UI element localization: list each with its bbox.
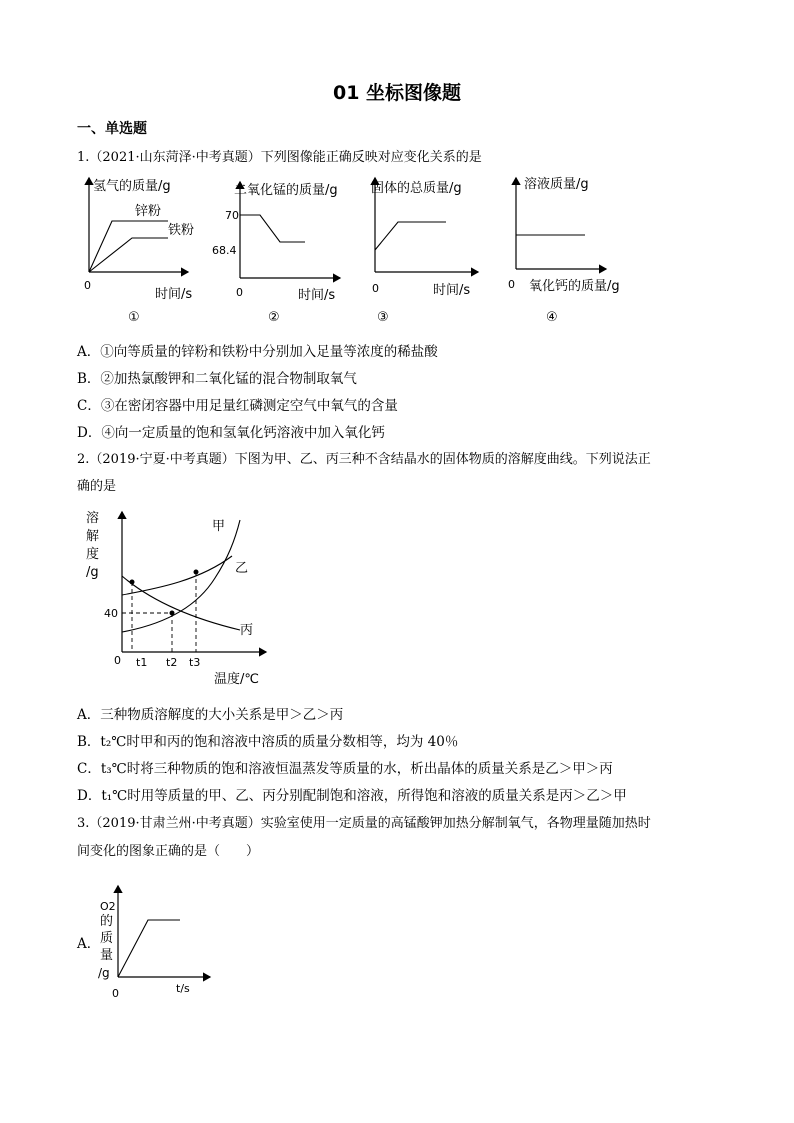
- question-2-stem-line-2: 确的是: [77, 479, 117, 494]
- x-tick-t3: t3: [189, 656, 201, 669]
- solubility-graph: [80, 500, 280, 690]
- curve-bing: [122, 576, 240, 630]
- point-t3: [194, 570, 199, 575]
- q2-option-c: C．t₃℃时将三种物质的饱和溶液恒温蒸发等质量的水，析出晶体的质量关系是乙＞甲＞丙: [77, 761, 613, 777]
- x-tick-t2: t2: [166, 656, 178, 669]
- label-jia: 甲: [212, 519, 226, 534]
- xlabel: t/s: [176, 982, 190, 995]
- graph-3-ylabel: 固体的总质量/g: [371, 181, 462, 196]
- ylabel-4: /g: [86, 565, 99, 580]
- graph-2-number: ②: [268, 310, 280, 325]
- q1-option-c: C．③在密闭容器中用足量红磷测定空气中氧气的含量: [77, 398, 398, 414]
- origin: 0: [114, 654, 121, 667]
- graph-1-number: ①: [128, 310, 140, 325]
- graph-4: [508, 176, 620, 325]
- graph-1-xlabel: 时间/s: [155, 287, 193, 302]
- graph-1-zinc-label: 锌粉: [135, 204, 162, 219]
- zinc-line: [89, 221, 168, 272]
- ylabel-de: 的: [100, 914, 114, 929]
- graph-1-iron-label: 铁粉: [168, 223, 195, 238]
- ylabel-1: 溶: [86, 511, 100, 526]
- q1-option-a: A．①向等质量的锌粉和铁粉中分别加入足量等浓度的稀盐酸: [77, 344, 438, 360]
- graph-2-ylabel: 二氧化锰的质量/g: [234, 183, 338, 198]
- graph-1-origin: 0: [84, 279, 91, 292]
- graph-2: [212, 182, 340, 325]
- graph-4-origin: 0: [508, 278, 515, 291]
- question-1-stem: 1.（2021·山东菏泽·中考真题）下列图像能正确反映对应变化关系的是: [77, 150, 482, 165]
- ylabel-3: 度: [86, 547, 100, 562]
- graph-4-ylabel: 溶液质量/g: [524, 177, 589, 192]
- curve-jia: [122, 520, 240, 632]
- graph-2-origin: 0: [236, 286, 243, 299]
- q3-option-a-letter: A．: [77, 936, 101, 952]
- question-2-stem-line-1: 2.（2019·宁夏·中考真题）下图为甲、乙、丙三种不含结晶水的固体物质的溶解度曲线。下列说法正: [77, 452, 651, 467]
- graph-4-xlabel: 氧化钙的质量/g: [529, 279, 620, 294]
- label-yi: 乙: [235, 561, 249, 576]
- mno2-line: [240, 215, 305, 242]
- ylabel-o2: O2: [100, 900, 116, 913]
- ylabel-2: 解: [86, 529, 100, 544]
- graph-1-ylabel: 氢气的质量/g: [93, 179, 171, 194]
- graph-3-origin: 0: [372, 282, 379, 295]
- section-heading: 一、单选题: [77, 121, 147, 137]
- solid-mass-line: [375, 222, 446, 250]
- question-3-stem-line-2: 间变化的图象正确的是（ ）: [77, 844, 260, 859]
- graph-4-number: ④: [546, 310, 558, 325]
- ylabel-unit: /g: [98, 966, 110, 980]
- oxygen-line: [118, 920, 180, 977]
- graph-3: [371, 178, 478, 325]
- oxygen-graph: [90, 880, 230, 1005]
- ylabel-liang: 量: [100, 948, 114, 963]
- q2-option-a: A．三种物质溶解度的大小关系是甲＞乙＞丙: [77, 707, 344, 723]
- point-t2: [170, 611, 175, 616]
- q1-option-b: B．②加热氯酸钾和二氧化锰的混合物制取氧气: [77, 371, 357, 387]
- graph-1: [84, 178, 194, 325]
- q1-option-d: D．④向一定质量的饱和氢氧化钙溶液中加入氧化钙: [77, 425, 385, 441]
- q2-option-d: D．t₁℃时用等质量的甲、乙、丙分别配制饱和溶液，所得饱和溶液的质量关系是丙＞乙＞甲: [77, 788, 627, 804]
- origin: 0: [112, 987, 119, 1000]
- page-title: 01 坐标图像题: [332, 82, 462, 104]
- question-1-graphs: [70, 168, 640, 328]
- x-tick-t1: t1: [136, 656, 148, 669]
- point-t1: [130, 580, 135, 585]
- graph-3-xlabel: 时间/s: [433, 283, 471, 298]
- ylabel-zhi: 质: [100, 931, 114, 946]
- xlabel: 温度/℃: [214, 672, 259, 687]
- graph-3-number: ③: [377, 310, 389, 325]
- graph-2-tick-70: 70: [225, 209, 239, 222]
- graph-2-tick-68: 68.4: [212, 244, 237, 257]
- iron-line: [89, 238, 168, 272]
- y-tick-40: 40: [104, 607, 118, 620]
- question-3-stem-line-1: 3.（2019·甘肃兰州·中考真题）实验室使用一定质量的高锰酸钾加热分解制氧气，各物理量随加热时: [77, 816, 651, 831]
- label-bing: 丙: [240, 623, 254, 638]
- q2-option-b: B．t₂℃时甲和丙的饱和溶液中溶质的质量分数相等，均为 40％: [77, 734, 459, 750]
- graph-2-xlabel: 时间/s: [298, 288, 336, 303]
